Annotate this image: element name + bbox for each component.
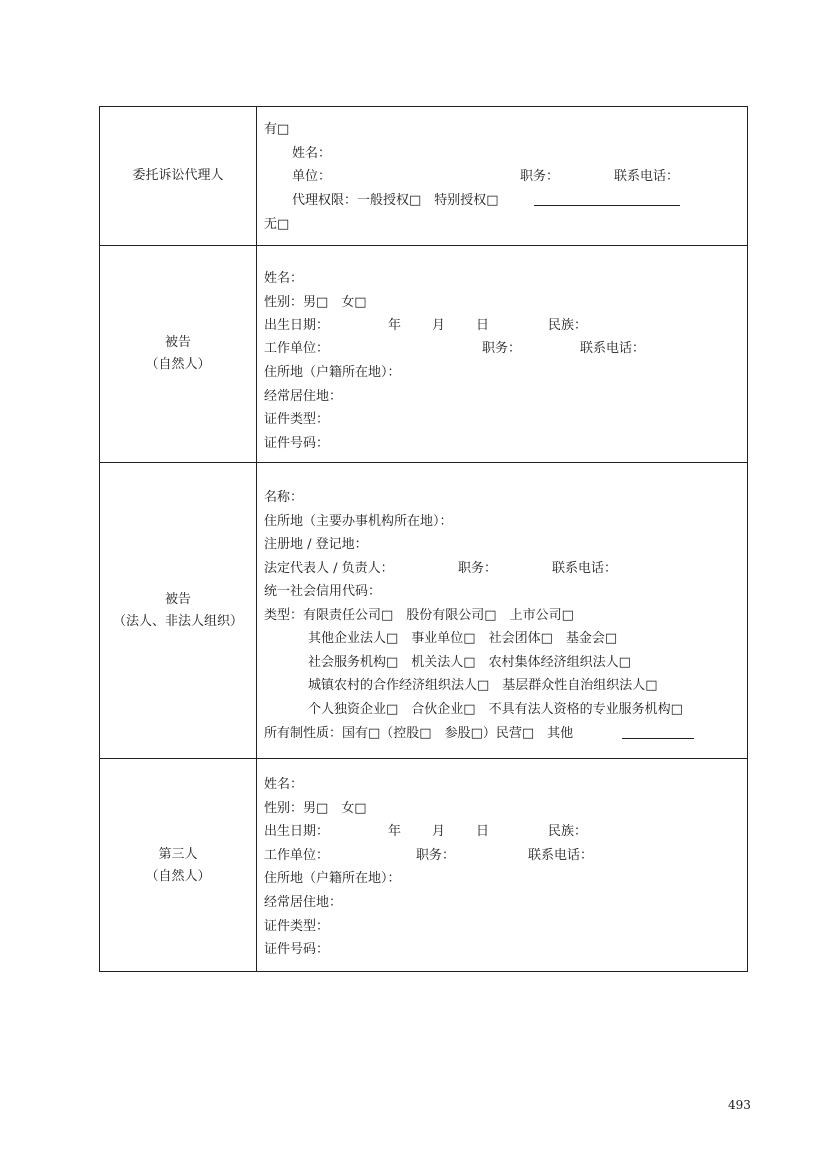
defendant-entity-ownership[interactable]: 所有制性质：国有□（控股□ 参股□）民营□ 其他	[264, 726, 574, 741]
defendant-person-post[interactable]: 职务：	[482, 341, 522, 356]
defendant-person-id-type[interactable]: 证件类型：	[264, 412, 330, 427]
defendant-person-birth[interactable]: 出生日期：	[264, 318, 330, 333]
defendant-entity-type-1[interactable]: 类型：有限责任公司□ 股份有限公司□ 上市公司□	[264, 608, 574, 623]
defendant-person-month: 月	[432, 318, 446, 333]
defendant-entity-ownership-line	[264, 726, 714, 742]
defendant-entity-name[interactable]: 名称：	[264, 490, 304, 505]
agent-name-field[interactable]: 姓名：	[292, 146, 332, 161]
third-party-label: 第三人	[158, 846, 198, 862]
third-party-work-line	[264, 848, 734, 864]
defendant-entity-sublabel: （法人、非法人组织）	[112, 613, 243, 629]
defendant-entity-registration[interactable]: 注册地 / 登记地：	[264, 537, 368, 552]
agent-unit-line	[292, 169, 772, 185]
defendant-person-birth-line	[264, 318, 734, 334]
third-party-birth-line	[264, 824, 734, 840]
third-party-row	[100, 758, 747, 972]
defendant-person-sublabel: （自然人）	[145, 357, 211, 372]
third-party-id-number[interactable]: 证件号码：	[264, 942, 330, 957]
agent-authority-blank[interactable]	[534, 193, 680, 206]
defendant-entity-domicile[interactable]: 住所地（主要办事机构所在地）：	[264, 514, 453, 529]
defendant-person-ethnicity[interactable]: 民族：	[548, 318, 588, 333]
third-party-year: 年	[388, 824, 402, 839]
third-party-month: 月	[432, 824, 446, 839]
defendant-entity-ownership-other-blank[interactable]	[622, 726, 694, 739]
defendant-entity-row	[100, 462, 747, 758]
third-party-name[interactable]: 姓名：	[264, 777, 304, 792]
defendant-entity-type-3[interactable]: 社会服务机构□ 机关法人□ 农村集体经济组织法人□	[308, 655, 631, 670]
defendant-entity-type-4[interactable]: 城镇农村的合作经济组织法人□ 基层群众性自治组织法人□	[308, 678, 658, 693]
third-party-domicile[interactable]: 住所地（户籍所在地）：	[264, 871, 401, 886]
defendant-person-content-cell	[258, 246, 747, 462]
defendant-person-label-cell	[100, 246, 257, 462]
defendant-entity-label: 被告	[164, 591, 191, 607]
third-party-day: 日	[476, 824, 490, 839]
defendant-entity-legal-rep[interactable]: 法定代表人 / 负责人：	[264, 561, 394, 576]
defendant-entity-phone[interactable]: 联系电话：	[552, 561, 618, 576]
third-party-phone[interactable]: 联系电话：	[528, 848, 594, 863]
page-number: 493	[728, 1098, 751, 1112]
defendant-entity-type-5[interactable]: 个人独资企业□ 合伙企业□ 不具有法人资格的专业服务机构□	[308, 702, 683, 717]
defendant-person-work-unit[interactable]: 工作单位：	[264, 341, 330, 356]
defendant-person-work-line	[264, 341, 734, 357]
third-party-gender[interactable]: 性别：男□ 女□	[264, 801, 367, 816]
agent-label: 委托诉讼代理人	[132, 168, 224, 183]
defendant-entity-content-cell	[258, 463, 747, 758]
third-party-residence[interactable]: 经常居住地：	[264, 895, 343, 910]
agent-none[interactable]: 无□	[264, 217, 290, 232]
third-party-sublabel: （自然人）	[145, 868, 211, 884]
third-party-birth[interactable]: 出生日期：	[264, 824, 330, 839]
defendant-entity-type-2[interactable]: 其他企业法人□ 事业单位□ 社会团体□ 基金会□	[308, 631, 618, 646]
defendant-person-gender[interactable]: 性别：男□ 女□	[264, 295, 367, 310]
defendant-person-day: 日	[476, 318, 490, 333]
agent-label-cell	[100, 107, 257, 245]
defendant-person-name[interactable]: 姓名：	[264, 271, 304, 286]
third-party-post[interactable]: 职务：	[416, 848, 456, 863]
defendant-person-label: 被告	[164, 335, 191, 350]
defendant-person-domicile[interactable]: 住所地（户籍所在地）：	[264, 365, 401, 380]
defendant-person-id-number[interactable]: 证件号码：	[264, 436, 330, 451]
third-party-id-type[interactable]: 证件类型：	[264, 919, 330, 934]
defendant-person-residence[interactable]: 经常居住地：	[264, 389, 343, 404]
defendant-entity-credit-code[interactable]: 统一社会信用代码：	[264, 584, 382, 599]
defendant-entity-label-cell	[100, 463, 257, 758]
agent-has[interactable]: 有□	[264, 122, 290, 137]
agent-authority-line	[292, 193, 712, 209]
agent-phone-field[interactable]: 联系电话：	[614, 169, 680, 184]
third-party-content-cell	[258, 759, 747, 972]
defendant-person-phone[interactable]: 联系电话：	[580, 341, 646, 356]
complaint-form-table	[99, 106, 748, 972]
defendant-person-row	[100, 245, 747, 462]
agent-post-field[interactable]: 职务：	[520, 169, 560, 184]
defendant-entity-post[interactable]: 职务：	[458, 561, 498, 576]
third-party-ethnicity[interactable]: 民族：	[548, 824, 588, 839]
agent-unit-field[interactable]: 单位：	[292, 169, 332, 184]
agent-content-cell	[258, 107, 747, 245]
third-party-label-cell	[100, 759, 257, 972]
defendant-entity-rep-line	[264, 561, 734, 577]
agent-authority-options[interactable]: 代理权限：一般授权□ 特别授权□	[292, 193, 499, 208]
agent-row	[100, 107, 747, 245]
defendant-person-year: 年	[388, 318, 402, 333]
third-party-work-unit[interactable]: 工作单位：	[264, 848, 330, 863]
